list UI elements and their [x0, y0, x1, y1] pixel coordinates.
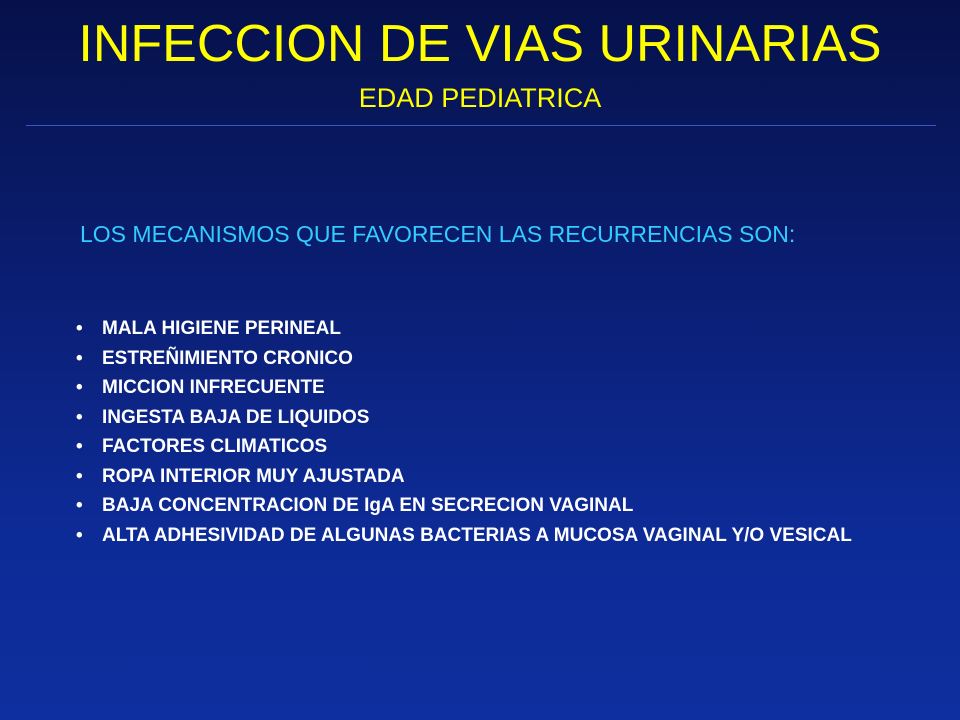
- bullet-list: [76, 314, 936, 550]
- title-divider: [26, 125, 936, 126]
- bullet-icon: •: [76, 495, 83, 516]
- bullet-item: [76, 373, 936, 403]
- bullet-item: [76, 344, 936, 374]
- bullet-text: FACTORES CLIMATICOS: [102, 436, 328, 457]
- bullet-icon: •: [76, 377, 83, 398]
- bullet-item: [76, 491, 936, 521]
- bullet-item: [76, 403, 936, 433]
- slide-subtitle: EDAD PEDIATRICA: [358, 83, 602, 113]
- bullet-icon: •: [76, 347, 83, 369]
- bullet-text: ALTA ADHESIVIDAD DE ALGUNAS BACTERIAS A MUCOSA VAGINAL Y/O VESICAL: [102, 524, 852, 546]
- bullet-item: [76, 521, 936, 551]
- bullet-text: INGESTA BAJA DE LIQUIDOS: [102, 406, 370, 428]
- bullet-icon: •: [76, 436, 83, 457]
- bullet-icon: •: [76, 406, 83, 428]
- bullet-text: BAJA CONCENTRACION DE IgA EN SECRECION VAGINAL: [102, 495, 634, 516]
- bullet-text: ROPA INTERIOR MUY AJUSTADA: [102, 465, 405, 487]
- bullet-icon: •: [76, 524, 83, 546]
- bullet-text: MICCION INFRECUENTE: [102, 377, 325, 398]
- bullet-text: ESTREÑIMIENTO CRONICO: [102, 347, 353, 369]
- bullet-item: [76, 432, 936, 462]
- bullet-text: MALA HIGIENE PERINEAL: [102, 318, 341, 339]
- intro-text: LOS MECANISMOS QUE FAVORECEN LAS RECURRENCIAS SON:: [80, 221, 796, 247]
- bullet-item: [76, 314, 936, 344]
- bullet-item: [76, 462, 936, 492]
- slide-title: INFECCION DE VIAS URINARIAS: [78, 15, 882, 73]
- bullet-icon: •: [76, 465, 83, 487]
- bullet-icon: •: [76, 318, 83, 339]
